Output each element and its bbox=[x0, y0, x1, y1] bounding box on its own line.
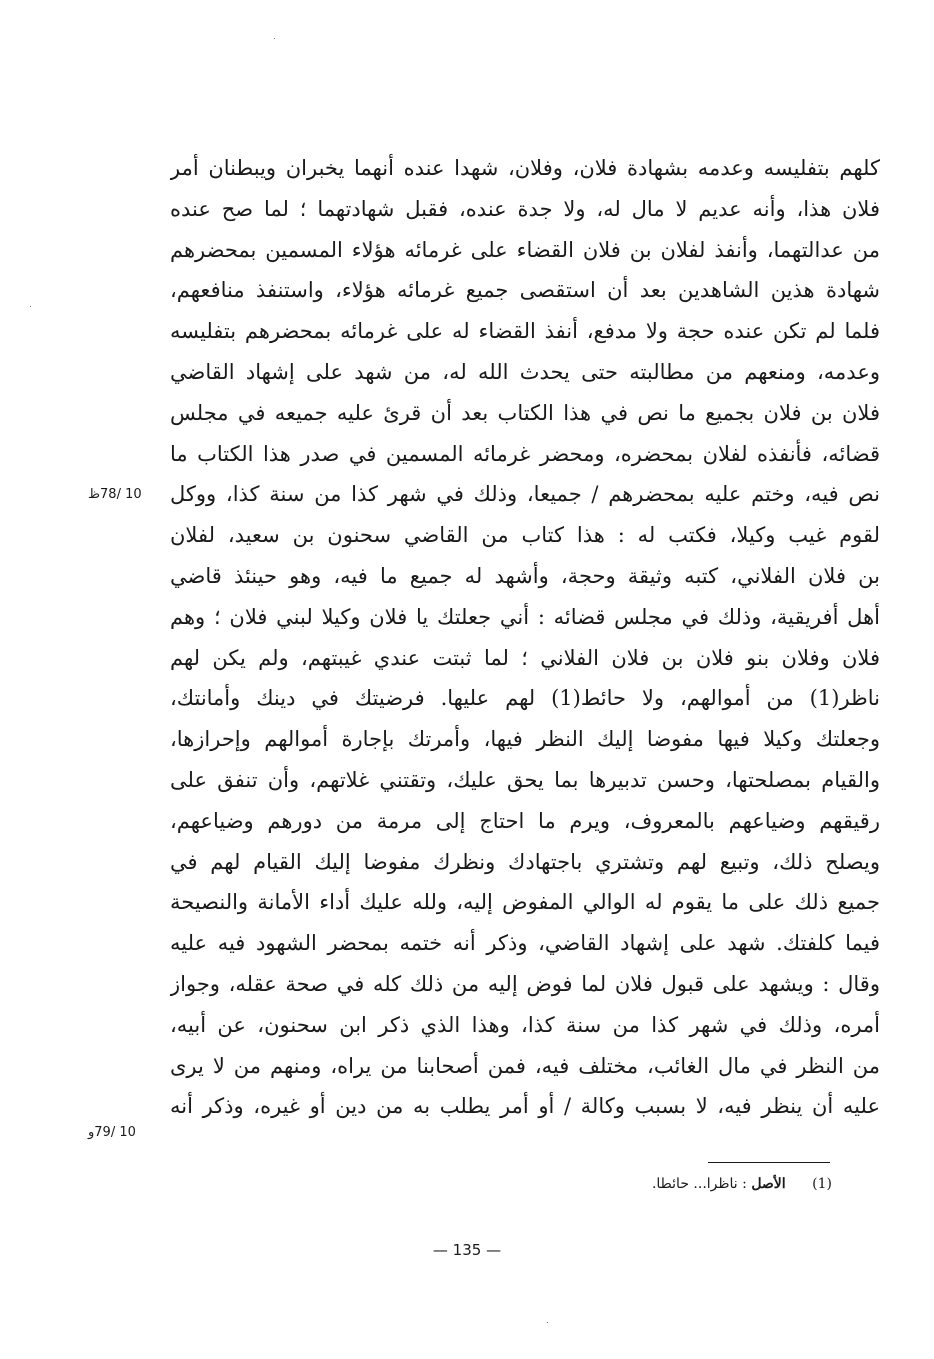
text-line: ويصلح ذلك، وتبيع لهم وتشتري باجتهادك ونظرك مفوضا إليك القيام لهم في bbox=[170, 849, 880, 874]
margin-folio-reference: 10 /79و bbox=[88, 1125, 136, 1140]
text-line: ناظر(1) من أموالهم، ولا حائط(1) لهم عليها. فرضيتك في دينك وأمانتك، bbox=[170, 686, 880, 711]
scan-speck bbox=[547, 1322, 548, 1323]
footnote-text: : ناظرا... حائطا. bbox=[651, 1176, 747, 1192]
margin-folio-reference: 10 /78ظ bbox=[88, 487, 142, 502]
footnote-number: (1) bbox=[812, 1176, 832, 1192]
text-line: قضائه، فأنفذه لفلان بمحضره، ومحضر غرمائه المسمين في صدر هذا الكتاب ما bbox=[170, 441, 880, 466]
text-line: شهادة هذين الشاهدين بعد أن استقصى جميع غرمائه هؤلاء، واستنفذ منافعهم، bbox=[170, 278, 880, 303]
text-line: نص فيه، وختم عليه بمحضرهم / جميعا، وذلك في شهر كذا من سنة كذا، ووكل bbox=[170, 482, 880, 507]
text-line: وعدمه، ومنعهم من مطالبته حتى يحدث الله له، من شهد على إشهاد القاضي bbox=[170, 359, 880, 384]
text-line: فلان وفلان بنو فلان بن فلان الفلاني ؛ لما ثبتت عندي غيبتهم، ولم يكن لهم bbox=[170, 645, 880, 670]
text-line: فلان هذا، وأنه عديم لا مال له، ولا جدة عنده، فقبل شهادتهما ؛ لما صح عنده bbox=[170, 196, 880, 221]
text-line: أمره، وذلك في شهر كذا من سنة كذا، وهذا الذي ذكر ابن سحنون، عن أبيه، bbox=[170, 1012, 880, 1037]
text-line: فلان بن فلان بجميع ما نص في هذا الكتاب بعد أن قرئ عليه جميعه في مجلس bbox=[170, 400, 880, 425]
text-line: من عدالتهما، وأنفذ لفلان بن فلان القضاء على غرمائه هؤلاء المسمين بمحضرهم bbox=[170, 237, 880, 262]
text-line: من النظر في مال الغائب، مختلف فيه، فمن أصحابنا من يراه، ومنهم من لا يرى bbox=[170, 1053, 880, 1078]
footnote bbox=[520, 1176, 832, 1192]
scan-speck bbox=[274, 38, 275, 39]
text-line: بن فلان الفلاني، كتبه وثيقة وحجة، وأشهد له جميع ما فيه، وهو حينئذ قاضي bbox=[170, 563, 880, 588]
footnote-label: الأصل bbox=[751, 1176, 786, 1192]
text-line: فلما لم تكن عنده حجة ولا مدفع، أنفذ القضاء له على غرمائه بمحضرهم بتفليسه bbox=[170, 319, 880, 344]
text-line: عليه أن ينظر فيه، لا بسبب وكالة / أو أمر يطلب به من دين أو غيره، وذكر أنه bbox=[170, 1094, 880, 1119]
text-line: أهل أفريقية، وذلك في مجلس قضائه : أني جعلتك يا فلان وكيلا لبني فلان ؛ وهم bbox=[170, 604, 880, 629]
text-line: فيما كلفتك. شهد على إشهاد القاضي، وذكر أنه ختمه بمحضر الشهود فيه عليه bbox=[170, 931, 880, 956]
main-text bbox=[170, 148, 880, 1127]
text-line: والقيام بمصلحتها، وحسن تدبيرها بما يحق عليك، وتقتني غلاتهم، وأن تنفق على bbox=[170, 767, 880, 792]
text-line: وقال : ويشهد على قبول فلان لما فوض إليه من ذلك كله في صحة عقله، وجواز bbox=[170, 971, 880, 996]
text-line: رقيقهم وضياعهم بالمعروف، ويرم ما احتاج إلى مرمة من دورهم وضياعهم، bbox=[170, 808, 880, 833]
text-line: لقوم غيب وكيلا، فكتب له : هذا كتاب من القاضي سحنون بن سعيد، لفلان bbox=[170, 523, 880, 548]
text-line: جميع ذلك على ما يقوم له الوالي المفوض إليه، ولله عليك أداء الأمانة والنصيحة bbox=[170, 890, 880, 915]
text-line: كلهم بتفليسه وعدمه بشهادة فلان، وفلان، شهدا عنده أنهما يخبران ويبطنان أمر bbox=[170, 156, 880, 180]
footnote-divider bbox=[708, 1162, 830, 1163]
scan-speck bbox=[30, 306, 31, 307]
page-number: — 135 — bbox=[432, 1241, 502, 1259]
text-line: وجعلتك وكيلا فيها مفوضا إليك النظر فيها، وأمرتك بإجارة أموالهم وإحرازها، bbox=[170, 727, 880, 752]
